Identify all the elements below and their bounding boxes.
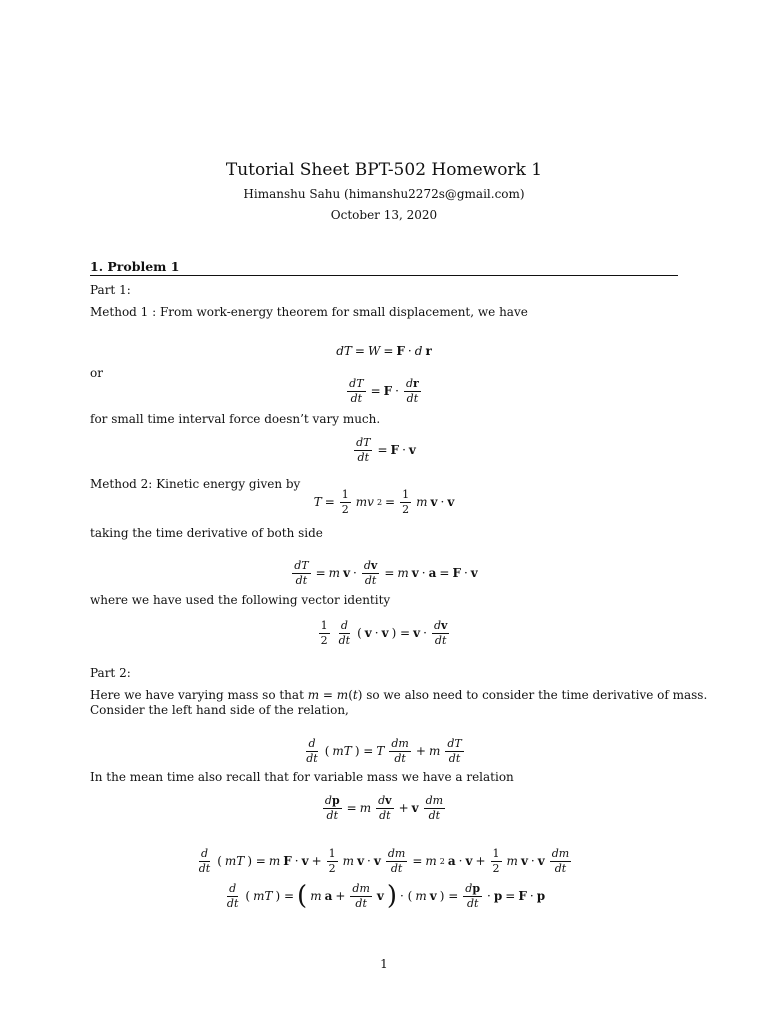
method2-text: Method 2: Kinetic energy given by — [90, 477, 301, 491]
equation-mt-derivative: $\frac{d}{dt}$ ( mT ) = T $\frac{dm}{dt}$ + m $\frac{dT}{dt}$ — [306, 737, 462, 765]
varying-mass-text: Here we have varying mass so that m = m(t) so we also need to consider the time derivative of mass. — [90, 688, 708, 702]
equation-work-energy: dT = W = F · d r — [336, 344, 432, 358]
section-heading: 1. Problem 1 — [90, 259, 180, 274]
equation-derivative: $\frac{dT}{dt}$ = m v · $\frac{dv}{dt}$ = m v · a = F · v — [294, 559, 478, 587]
part1-label: Part 1: — [90, 283, 131, 297]
equation-power-2: $\frac{dT}{dt}$ = F · v — [356, 436, 416, 464]
consider-text: Consider the left hand side of the relation, — [90, 703, 349, 717]
section-rule — [90, 275, 678, 276]
part2-label: Part 2: — [90, 666, 131, 680]
equation-power-1: $\frac{dT}{dt}$ = F · $\frac{dr}{dt}$ — [349, 377, 419, 405]
taking-derivative-text: taking the time derivative of both side — [90, 526, 323, 540]
small-time-text: for small time interval force doesn’t vary much. — [90, 412, 381, 426]
equation-vector-identity: $\frac{1}{2}$ $\frac{d}{dt}$ ( v · v ) = v · $\frac{dv}{dt}$ — [320, 619, 448, 647]
document-title: Tutorial Sheet BPT-502 Homework 1 — [225, 160, 543, 180]
identity-text: where we have used the following vector identity — [90, 593, 391, 607]
equation-expansion-1: $\frac{d}{dt}$ ( mT ) = m F · v + $\frac{1}{2}$ m v · v $\frac{dm}{dt}$ = m 2 a · v + $\frac{1}{2}$ m v · v $\frac{dm}{dt}$ — [198, 847, 570, 875]
equation-expansion-2: $\frac{d}{dt}$ ( mT ) = ( m a + $\frac{dm}{dt}$ v ) · ( m v ) = $\frac{dp}{dt}$ · p = F · p — [226, 881, 546, 912]
method1-text: Method 1 : From work-energy theorem for small displacement, we have — [90, 305, 528, 319]
meantime-text: In the mean time also recall that for variable mass we have a relation — [90, 770, 514, 784]
equation-kinetic-energy: T = $\frac{1}{2}$ mv 2 = $\frac{1}{2}$ m v · v — [313, 488, 455, 516]
equation-variable-mass: $\frac{dp}{dt}$ = m $\frac{dv}{dt}$ + v $\frac{dm}{dt}$ — [324, 794, 444, 822]
document-date: October 13, 2020 — [330, 208, 438, 222]
document-author: Himanshu Sahu (himanshu2272s@gmail.com) — [243, 187, 525, 201]
or-text: or — [90, 366, 103, 380]
page-number: 1 — [380, 957, 388, 971]
